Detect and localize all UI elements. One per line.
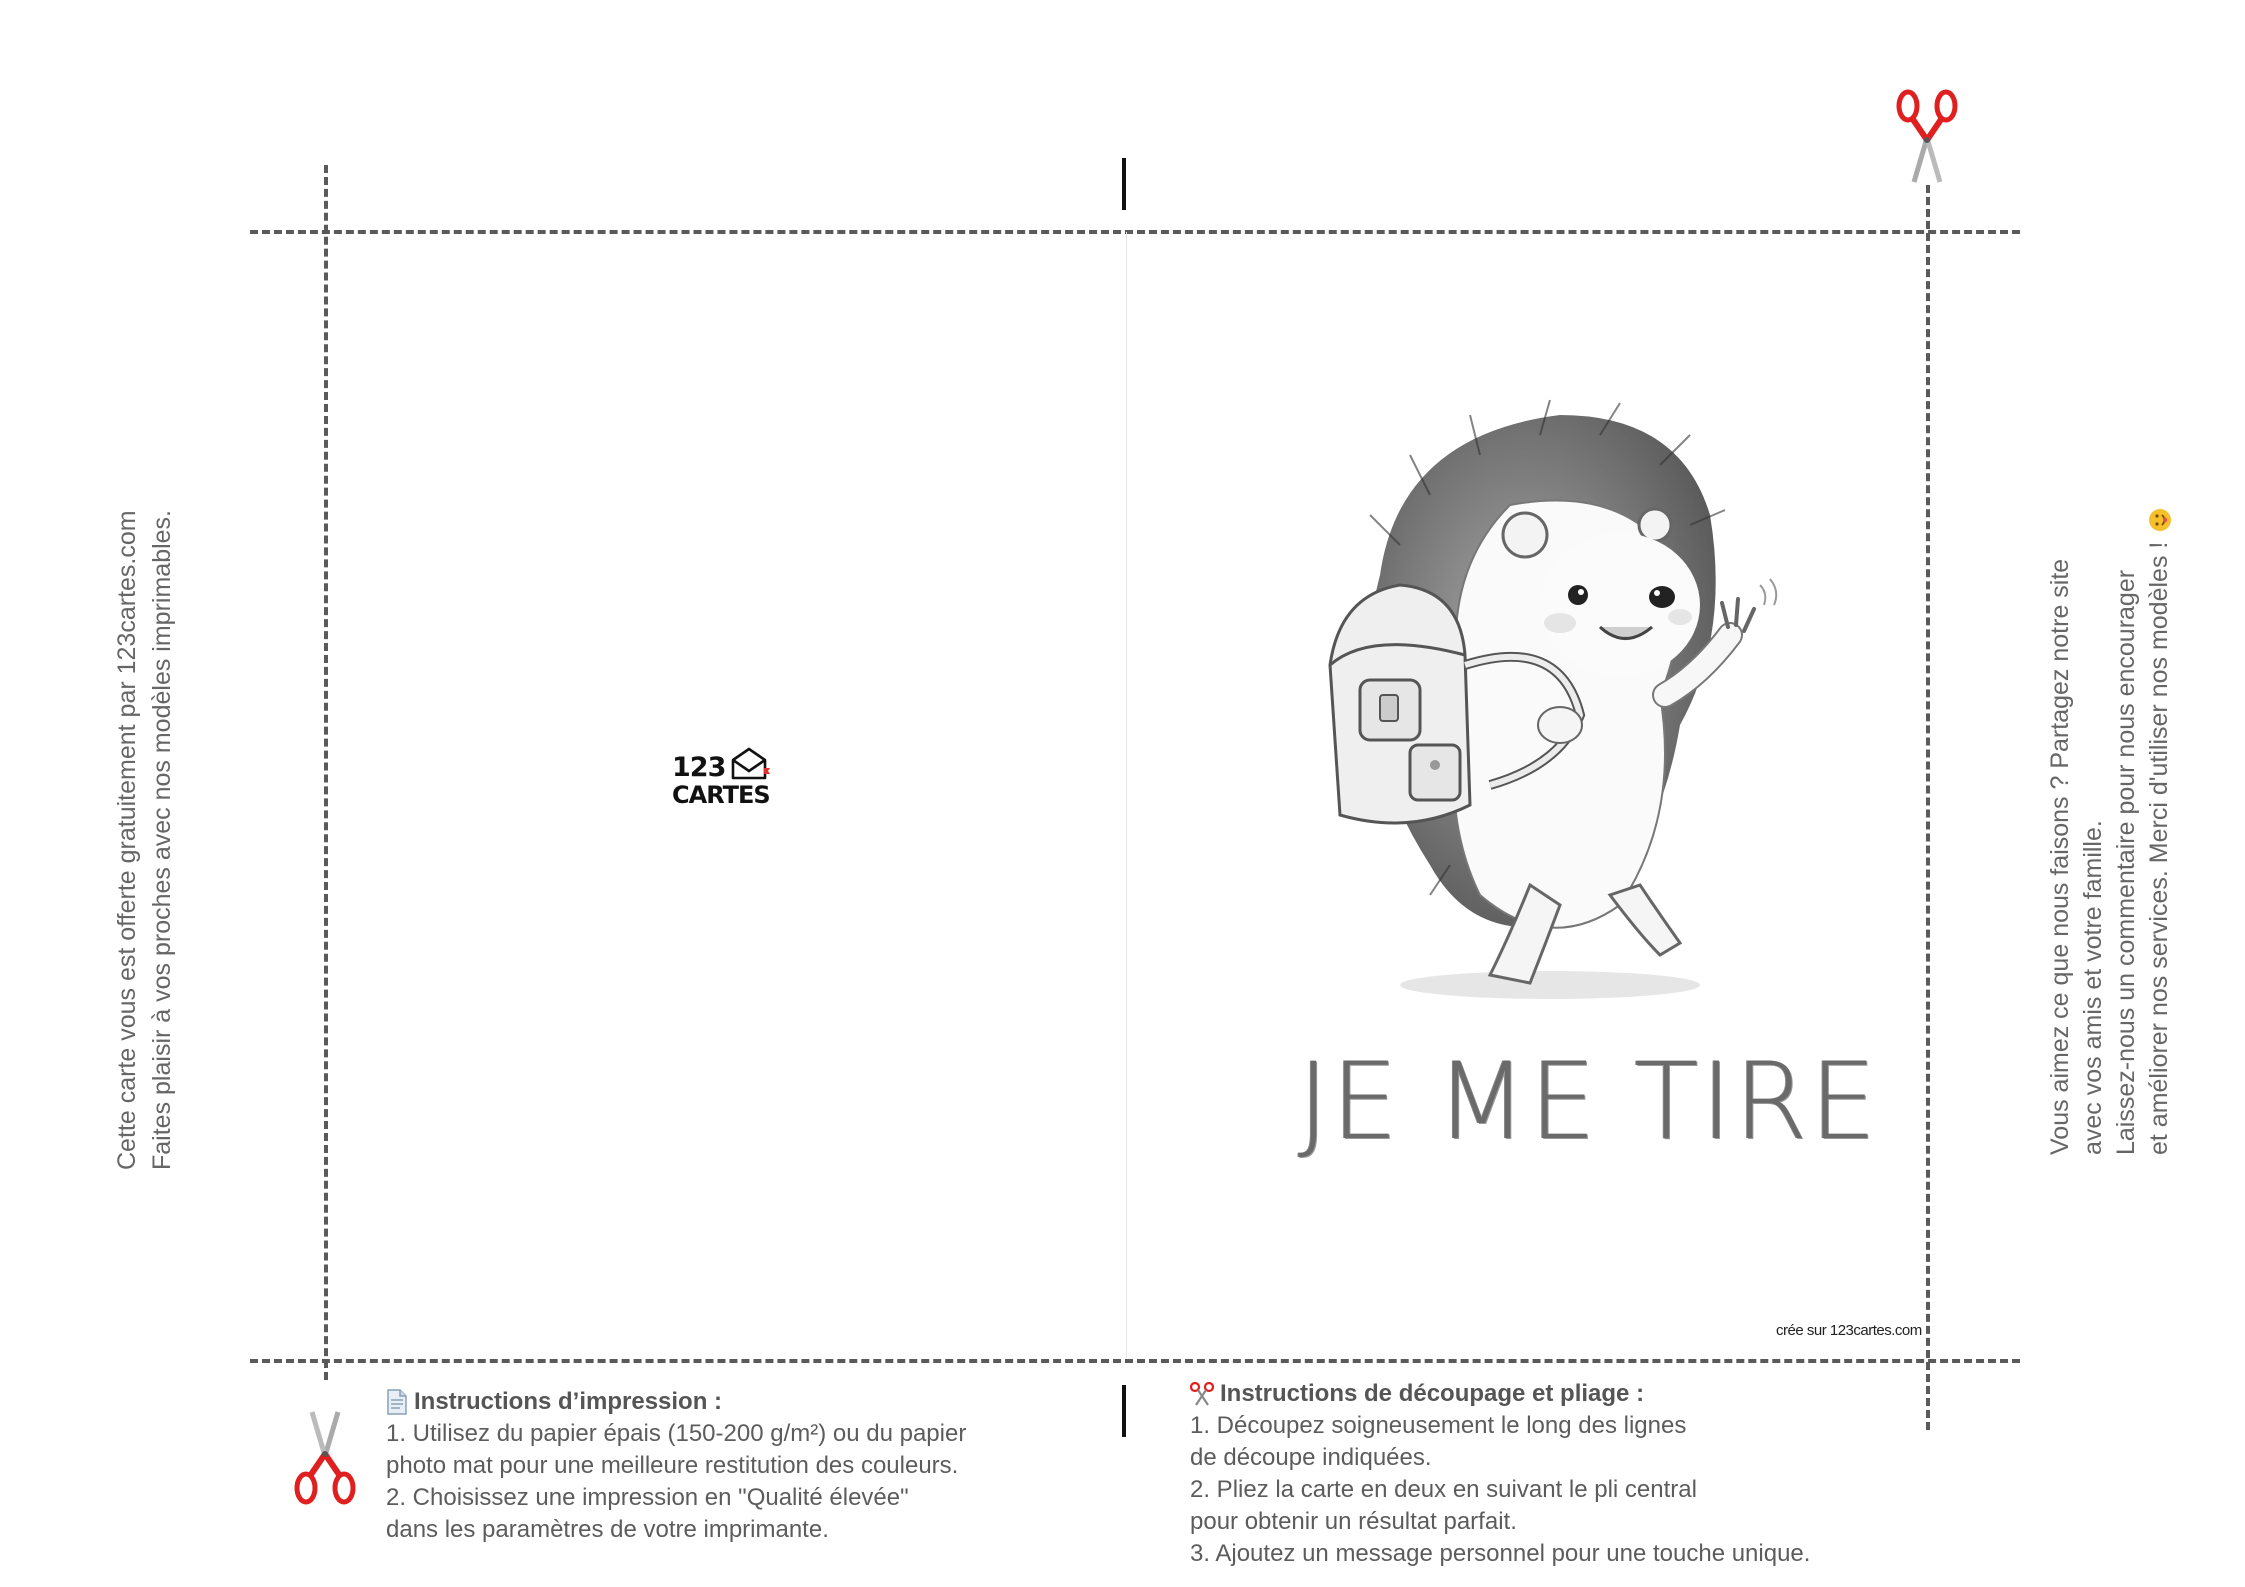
cut-instructions-heading-row — [1190, 1378, 1810, 1410]
scissors-icon — [1190, 1382, 1214, 1406]
cut-line-4: pour obtenir un résultat parfait. — [1190, 1508, 1517, 1535]
card-title: JE ME TIRE — [1298, 1040, 1879, 1163]
print-line-2: photo mat pour une meilleure restitution des couleurs. — [386, 1452, 959, 1479]
left-promo-text — [110, 510, 180, 1170]
print-instructions-heading: Instructions d’impression : — [414, 1388, 723, 1415]
top-cut-line — [250, 230, 2020, 234]
left-cut-line — [324, 165, 328, 1380]
left-promo-line-2: Faites plaisir à vos proches avec nos modèles imprimables. — [148, 510, 176, 1170]
cut-instructions — [1190, 1378, 1810, 1570]
cut-line-1: 1. Découpez soigneusement le long des lignes — [1190, 1412, 1687, 1439]
envelope-icon — [730, 746, 770, 780]
hedgehog-illustration — [1260, 395, 1800, 1015]
print-instructions-heading-row — [386, 1386, 966, 1418]
fold-mark-top — [1122, 158, 1126, 210]
right-promo-line-4: et améliorer nos services. Merci d'utiliser nos modèles ! — [2145, 541, 2173, 1155]
scissors-icon — [292, 1410, 358, 1506]
right-promo-line-4-wrap — [2143, 508, 2176, 1155]
print-line-3: 2. Choisissez une impression en "Qualité élevée" — [386, 1484, 909, 1511]
right-promo-line-3: Laissez-nous un commentaire pour nous encourager — [2112, 569, 2140, 1155]
right-promo-line-1: Vous aimez ce que nous faisons ? Partagez notre site — [2046, 558, 2074, 1155]
right-promo-text — [2044, 508, 2176, 1155]
cut-line-2: de découpe indiquées. — [1190, 1444, 1432, 1471]
print-line-4: dans les paramètres de votre imprimante. — [386, 1516, 829, 1543]
right-cut-line — [1926, 185, 1930, 1430]
print-line-1: 1. Utilisez du papier épais (150-200 g/m²) ou du papier — [386, 1420, 967, 1447]
smiley-icon — [2148, 508, 2172, 532]
logo-line-2: CARTES — [672, 781, 770, 809]
brand-logo — [672, 746, 782, 810]
document-icon — [386, 1389, 408, 1415]
cut-line-5: 3. Ajoutez un message personnel pour une touche unique. — [1190, 1540, 1811, 1567]
card-credit: crée sur 123cartes.com — [1776, 1322, 1922, 1339]
scissors-icon — [1894, 88, 1960, 184]
logo-line-1: 123 — [672, 752, 726, 783]
cut-line-3: 2. Pliez la carte en deux en suivant le pli central — [1190, 1476, 1697, 1503]
print-instructions — [386, 1386, 966, 1546]
right-promo-line-2: avec vos amis et votre famille. — [2079, 820, 2107, 1155]
cut-instructions-heading: Instructions de découpage et pliage : — [1220, 1380, 1645, 1407]
left-promo-line-1: Cette carte vous est offerte gratuitement par 123cartes.com — [113, 510, 141, 1170]
fold-mark-bottom — [1122, 1385, 1126, 1437]
center-fold-line — [1126, 232, 1127, 1358]
bottom-cut-line — [250, 1359, 2020, 1363]
